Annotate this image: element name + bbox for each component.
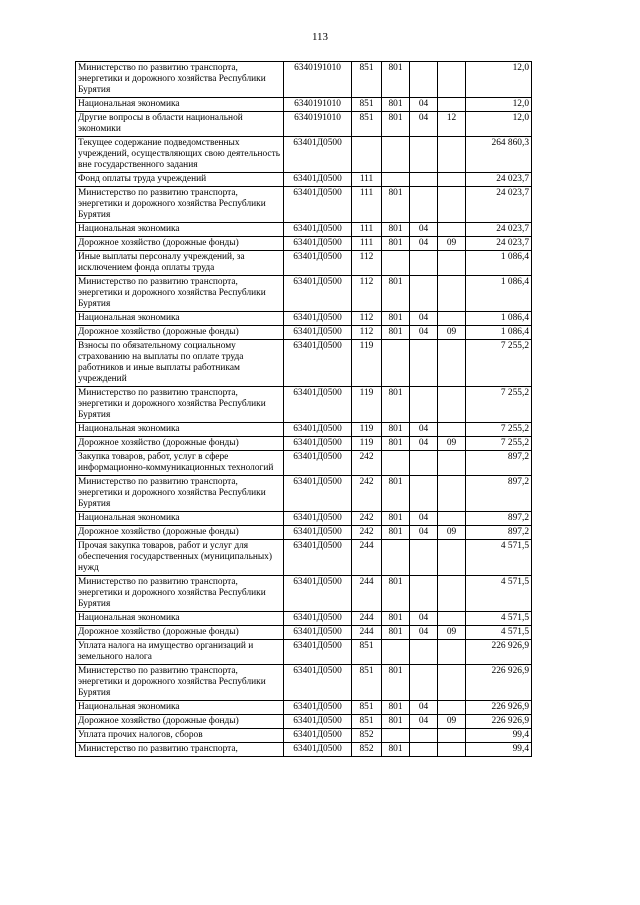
row-grbs-cell: 801 [382,476,410,512]
row-vr-cell: 851 [352,640,382,665]
table-row [76,98,532,112]
row-pr-cell [438,540,466,576]
row-rz-cell [410,576,438,612]
row-name-cell: Министерство по развитию транспорта, энергетики и дорожного хозяйства Республики Бурятия [76,187,284,223]
row-grbs-cell [382,451,410,476]
row-vr-cell: 111 [352,223,382,237]
table-row [76,237,532,251]
row-rz-cell: 04 [410,437,438,451]
row-vr-cell: 111 [352,187,382,223]
row-sum-cell: 12,0 [466,62,532,98]
row-csr-cell: 6340191010 [284,98,352,112]
row-name-cell: Министерство по развитию транспорта, энергетики и дорожного хозяйства Республики Бурятия [76,62,284,98]
table-row [76,276,532,312]
row-grbs-cell [382,173,410,187]
row-csr-cell: 63401Д0500 [284,173,352,187]
row-name-cell: Уплата налога на имущество организаций и земельного налога [76,640,284,665]
row-rz-cell: 04 [410,612,438,626]
row-csr-cell: 63401Д0500 [284,701,352,715]
table-row [76,187,532,223]
row-pr-cell [438,98,466,112]
row-vr-cell: 119 [352,423,382,437]
table-row [76,423,532,437]
row-pr-cell [438,187,466,223]
row-pr-cell [438,276,466,312]
row-vr-cell: 111 [352,237,382,251]
row-grbs-cell: 801 [382,612,410,626]
row-name-cell: Национальная экономика [76,423,284,437]
row-grbs-cell: 801 [382,312,410,326]
row-name-cell: Другие вопросы в области национальной экономики [76,112,284,137]
row-rz-cell: 04 [410,223,438,237]
row-grbs-cell [382,340,410,387]
row-name-cell: Национальная экономика [76,701,284,715]
row-vr-cell: 851 [352,98,382,112]
row-csr-cell: 63401Д0500 [284,451,352,476]
row-csr-cell: 63401Д0500 [284,476,352,512]
row-vr-cell: 244 [352,626,382,640]
row-grbs-cell: 801 [382,187,410,223]
row-vr-cell: 112 [352,326,382,340]
row-grbs-cell: 801 [382,626,410,640]
row-vr-cell: 244 [352,576,382,612]
row-sum-cell: 264 860,3 [466,137,532,173]
row-name-cell: Дорожное хозяйство (дорожные фонды) [76,526,284,540]
table-row [76,612,532,626]
table-row [76,437,532,451]
table-row [76,387,532,423]
row-grbs-cell: 801 [382,276,410,312]
row-name-cell: Взносы по обязательному социальному страхованию на выплаты по оплате труда работников и иные выплаты работникам учреждений [76,340,284,387]
row-grbs-cell: 801 [382,576,410,612]
row-grbs-cell: 801 [382,437,410,451]
table-row [76,743,532,757]
row-rz-cell: 04 [410,237,438,251]
row-pr-cell: 09 [438,626,466,640]
row-rz-cell: 04 [410,626,438,640]
row-pr-cell [438,476,466,512]
row-csr-cell: 63401Д0500 [284,187,352,223]
row-csr-cell: 63401Д0500 [284,612,352,626]
table-row [76,326,532,340]
row-name-cell: Закупка товаров, работ, услуг в сфере информационно-коммуникационных технологий [76,451,284,476]
budget-table [75,61,532,757]
row-rz-cell [410,173,438,187]
row-pr-cell [438,251,466,276]
table-row [76,251,532,276]
row-vr-cell: 244 [352,612,382,626]
row-pr-cell [438,665,466,701]
row-sum-cell: 1 086,4 [466,326,532,340]
row-vr-cell: 852 [352,743,382,757]
row-sum-cell: 897,2 [466,512,532,526]
row-csr-cell: 63401Д0500 [284,237,352,251]
row-pr-cell [438,451,466,476]
row-grbs-cell: 801 [382,237,410,251]
row-rz-cell [410,187,438,223]
row-name-cell: Министерство по развитию транспорта, энергетики и дорожного хозяйства Республики Бурятия [76,387,284,423]
row-grbs-cell [382,137,410,173]
table-row [76,640,532,665]
row-csr-cell: 63401Д0500 [284,137,352,173]
row-name-cell: Министерство по развитию транспорта, энергетики и дорожного хозяйства Республики Бурятия [76,476,284,512]
table-row [76,729,532,743]
row-name-cell: Национальная экономика [76,312,284,326]
row-name-cell: Дорожное хозяйство (дорожные фонды) [76,626,284,640]
table-row [76,665,532,701]
row-rz-cell: 04 [410,701,438,715]
row-name-cell: Уплата прочих налогов, сборов [76,729,284,743]
row-pr-cell [438,312,466,326]
row-rz-cell [410,476,438,512]
row-name-cell: Дорожное хозяйство (дорожные фонды) [76,437,284,451]
row-rz-cell [410,276,438,312]
row-vr-cell: 119 [352,437,382,451]
table-row [76,62,532,98]
table-row [76,626,532,640]
table-row [76,312,532,326]
row-name-cell: Министерство по развитию транспорта, энергетики и дорожного хозяйства Республики Бурятия [76,276,284,312]
row-sum-cell: 24 023,7 [466,223,532,237]
row-csr-cell: 63401Д0500 [284,423,352,437]
row-pr-cell [438,173,466,187]
row-grbs-cell: 801 [382,665,410,701]
row-pr-cell: 09 [438,437,466,451]
row-grbs-cell [382,640,410,665]
row-grbs-cell: 801 [382,701,410,715]
row-pr-cell [438,701,466,715]
row-csr-cell: 63401Д0500 [284,640,352,665]
row-name-cell: Министерство по развитию транспорта, энергетики и дорожного хозяйства Республики Бурятия [76,576,284,612]
row-rz-cell: 04 [410,423,438,437]
row-grbs-cell: 801 [382,387,410,423]
table-body [76,62,532,757]
row-csr-cell: 63401Д0500 [284,312,352,326]
row-rz-cell: 04 [410,326,438,340]
row-vr-cell: 852 [352,729,382,743]
row-csr-cell: 63401Д0500 [284,626,352,640]
row-csr-cell: 63401Д0500 [284,326,352,340]
row-sum-cell: 24 023,7 [466,187,532,223]
row-sum-cell: 897,2 [466,451,532,476]
row-rz-cell: 04 [410,98,438,112]
row-pr-cell: 09 [438,326,466,340]
table-row [76,701,532,715]
row-grbs-cell [382,729,410,743]
table-row [76,340,532,387]
row-sum-cell: 897,2 [466,476,532,512]
row-pr-cell [438,612,466,626]
row-vr-cell: 244 [352,540,382,576]
row-name-cell: Министерство по развитию транспорта, энергетики и дорожного хозяйства Республики Бурятия [76,665,284,701]
row-csr-cell: 63401Д0500 [284,540,352,576]
row-pr-cell: 09 [438,526,466,540]
row-sum-cell: 99,4 [466,743,532,757]
row-rz-cell [410,387,438,423]
row-vr-cell: 851 [352,701,382,715]
row-pr-cell [438,576,466,612]
row-sum-cell: 7 255,2 [466,340,532,387]
row-grbs-cell [382,251,410,276]
row-pr-cell [438,223,466,237]
row-vr-cell: 112 [352,251,382,276]
row-sum-cell: 12,0 [466,98,532,112]
row-vr-cell: 242 [352,526,382,540]
row-csr-cell: 6340191010 [284,112,352,137]
row-csr-cell: 63401Д0500 [284,729,352,743]
row-rz-cell: 04 [410,112,438,137]
table-row [76,715,532,729]
row-grbs-cell: 801 [382,112,410,137]
row-name-cell: Национальная экономика [76,223,284,237]
row-pr-cell [438,640,466,665]
row-vr-cell: 119 [352,387,382,423]
row-pr-cell [438,387,466,423]
row-sum-cell: 7 255,2 [466,437,532,451]
row-sum-cell: 1 086,4 [466,312,532,326]
row-rz-cell [410,640,438,665]
row-grbs-cell: 801 [382,512,410,526]
row-sum-cell: 12,0 [466,112,532,137]
row-csr-cell: 63401Д0500 [284,276,352,312]
row-vr-cell: 242 [352,451,382,476]
row-rz-cell [410,729,438,743]
row-grbs-cell: 801 [382,98,410,112]
row-name-cell: Иные выплаты персоналу учреждений, за исключением фонда оплаты труда [76,251,284,276]
row-vr-cell: 851 [352,665,382,701]
row-rz-cell [410,340,438,387]
row-csr-cell: 63401Д0500 [284,223,352,237]
row-pr-cell [438,137,466,173]
row-pr-cell: 12 [438,112,466,137]
row-sum-cell: 24 023,7 [466,237,532,251]
row-name-cell: Дорожное хозяйство (дорожные фонды) [76,326,284,340]
row-rz-cell [410,540,438,576]
row-rz-cell [410,137,438,173]
row-sum-cell: 226 926,9 [466,701,532,715]
row-csr-cell: 63401Д0500 [284,526,352,540]
row-vr-cell: 851 [352,112,382,137]
table-row [76,476,532,512]
row-pr-cell [438,62,466,98]
row-rz-cell: 04 [410,526,438,540]
row-sum-cell: 1 086,4 [466,276,532,312]
row-sum-cell: 897,2 [466,526,532,540]
table-row [76,223,532,237]
page-number: 113 [311,31,329,43]
row-pr-cell [438,729,466,743]
row-name-cell: Прочая закупка товаров, работ и услуг для обеспечения государственных (муниципальных) нужд [76,540,284,576]
row-grbs-cell: 801 [382,526,410,540]
row-sum-cell: 226 926,9 [466,715,532,729]
row-csr-cell: 63401Д0500 [284,715,352,729]
row-csr-cell: 63401Д0500 [284,437,352,451]
row-pr-cell [438,340,466,387]
row-csr-cell: 63401Д0500 [284,743,352,757]
row-sum-cell: 7 255,2 [466,387,532,423]
row-name-cell: Фонд оплаты труда учреждений [76,173,284,187]
row-vr-cell: 851 [352,715,382,729]
row-pr-cell [438,512,466,526]
table-row [76,526,532,540]
row-sum-cell: 4 571,5 [466,626,532,640]
row-pr-cell [438,423,466,437]
row-rz-cell [410,62,438,98]
table-row [76,137,532,173]
row-sum-cell: 1 086,4 [466,251,532,276]
row-grbs-cell: 801 [382,715,410,729]
row-name-cell: Министерство по развитию транспорта, [76,743,284,757]
row-csr-cell: 63401Д0500 [284,387,352,423]
row-vr-cell: 112 [352,276,382,312]
row-vr-cell: 242 [352,512,382,526]
row-vr-cell: 112 [352,312,382,326]
row-pr-cell: 09 [438,237,466,251]
row-vr-cell: 111 [352,173,382,187]
table-row [76,173,532,187]
row-sum-cell: 226 926,9 [466,640,532,665]
row-grbs-cell [382,540,410,576]
row-vr-cell: 242 [352,476,382,512]
row-csr-cell: 63401Д0500 [284,576,352,612]
row-rz-cell [410,665,438,701]
row-sum-cell: 7 255,2 [466,423,532,437]
row-name-cell: Национальная экономика [76,512,284,526]
row-name-cell: Текущее содержание подведомственных учреждений, осуществляющих свою деятельность вне государственного задания [76,137,284,173]
row-csr-cell: 63401Д0500 [284,340,352,387]
table-row [76,576,532,612]
table-row [76,451,532,476]
row-rz-cell [410,451,438,476]
table-row [76,540,532,576]
row-pr-cell [438,743,466,757]
row-name-cell: Национальная экономика [76,98,284,112]
row-sum-cell: 226 926,9 [466,665,532,701]
row-rz-cell: 04 [410,312,438,326]
row-grbs-cell: 801 [382,326,410,340]
table-row [76,112,532,137]
row-rz-cell [410,251,438,276]
row-name-cell: Национальная экономика [76,612,284,626]
row-name-cell: Дорожное хозяйство (дорожные фонды) [76,715,284,729]
row-vr-cell: 851 [352,62,382,98]
row-vr-cell [352,137,382,173]
row-grbs-cell: 801 [382,423,410,437]
row-sum-cell: 4 571,5 [466,576,532,612]
row-sum-cell: 24 023,7 [466,173,532,187]
row-vr-cell: 119 [352,340,382,387]
row-rz-cell: 04 [410,512,438,526]
row-grbs-cell: 801 [382,223,410,237]
row-grbs-cell: 801 [382,743,410,757]
row-csr-cell: 6340191010 [284,62,352,98]
row-name-cell: Дорожное хозяйство (дорожные фонды) [76,237,284,251]
row-pr-cell: 09 [438,715,466,729]
row-rz-cell: 04 [410,715,438,729]
row-csr-cell: 63401Д0500 [284,665,352,701]
row-grbs-cell: 801 [382,62,410,98]
row-csr-cell: 63401Д0500 [284,512,352,526]
row-sum-cell: 4 571,5 [466,612,532,626]
table-row [76,512,532,526]
row-sum-cell: 99,4 [466,729,532,743]
row-sum-cell: 4 571,5 [466,540,532,576]
row-rz-cell [410,743,438,757]
row-csr-cell: 63401Д0500 [284,251,352,276]
